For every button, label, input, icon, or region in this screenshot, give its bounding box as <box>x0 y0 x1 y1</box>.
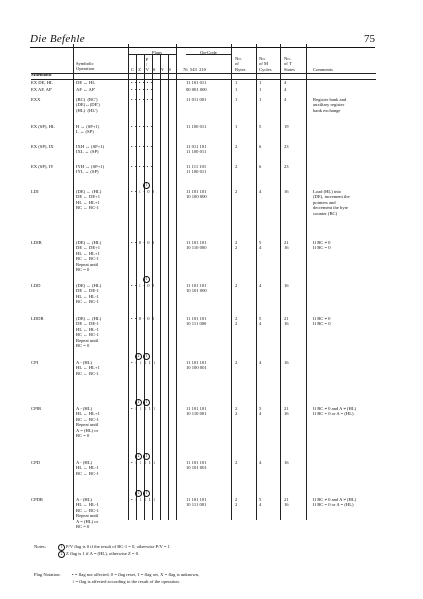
flags-cell: • • ↕ • 0 0 <box>131 283 155 288</box>
states-cell: 16 <box>284 283 289 288</box>
operation-cell: (DE) ← (HL) DE ← DE+1 HL ← HL+1 BC ← BC-1 Repeat until BC = 0 <box>76 240 102 273</box>
opcode-cell: 00 001 000 <box>186 87 207 92</box>
flags-cell: • • • • • • <box>131 124 153 129</box>
comment-cell: If BC ≠ 0 and A ≠ (HL) If BC = 0 or A = (HL) <box>313 497 357 508</box>
cycles-cell: 1 <box>259 97 262 102</box>
bytes-cell: 2 <box>235 164 238 169</box>
flag-column-rule <box>168 54 169 520</box>
bytes-cell: 2 <box>235 144 238 149</box>
page-header <box>30 33 375 48</box>
cycles-cell: 5 4 <box>259 497 262 508</box>
states-cell: 23 <box>284 164 289 169</box>
bytes-cell: 2 2 <box>235 406 238 417</box>
mnemonic-cell: EX (SP), HL <box>31 124 55 129</box>
note-marker: 1 <box>143 453 150 460</box>
header-comments: Comments <box>313 67 333 72</box>
bytes-cell: 1 <box>235 124 238 129</box>
header-flag-letter: P <box>145 57 149 62</box>
states-cell: 4 <box>284 87 287 92</box>
cycles-cell: 6 <box>259 164 262 169</box>
header-states: No. of T States <box>284 56 295 72</box>
flags-cell: • • • • • • <box>131 164 153 169</box>
header-flag-letter: H <box>167 67 171 72</box>
opcode-cell: 11 101 101 10 101 001 <box>186 460 207 471</box>
flags-cell: • • 0 • 0 0 <box>131 316 155 321</box>
states-cell: 4 <box>284 97 287 102</box>
note-marker: 2 <box>58 551 65 558</box>
mnemonic-cell: CPI <box>31 360 39 365</box>
mnemonic-cell: LDIR <box>31 240 42 245</box>
opcode-cell: 11 101 101 10 110 000 <box>186 240 207 251</box>
flags-cell: • ↕ ↕ ↕ 1 ↕ <box>131 406 156 411</box>
flags-cell: • • • • • • <box>131 80 153 85</box>
header-cycles: No. of M Cycles <box>259 56 272 72</box>
cycles-cell: 4 <box>259 189 262 194</box>
opcode-cell: 11 101 101 10 111 000 <box>186 316 207 327</box>
page-title: Die Befehle <box>30 33 85 45</box>
operation-cell: DE ↔ HL <box>76 80 96 85</box>
cycles-cell: 4 <box>259 360 262 365</box>
flags-cell: • ↕ ↕ ↕ 1 ↕ <box>131 360 156 365</box>
comment-cell: If BC ≠ 0 and A ≠ (HL) If BC = 0 or A = (HL) <box>313 406 357 417</box>
operation-cell: A - (HL) HL ← HL+1 BC ← BC-1 Repeat until A = (HL) or BC = 0 <box>76 406 100 439</box>
column-rule <box>256 44 257 520</box>
note-marker: 2 <box>135 399 142 406</box>
opcode-cell: 11 101 101 10 101 000 <box>186 283 207 294</box>
mnemonic-cell: LDDR <box>31 316 44 321</box>
flag-notation-label: Flag Notation: <box>34 572 61 577</box>
header-flag-letter: N <box>160 67 164 72</box>
note-marker: 2 <box>135 453 142 460</box>
cycles-cell: 4 <box>259 460 262 465</box>
operation-cell: AF ↔ AF' <box>76 87 96 92</box>
note-marker: 1 <box>143 399 150 406</box>
operation-cell: (DE) ← (HL) DE ← DE+1 HL ← HL+1 BC ← BC-1 <box>76 189 102 211</box>
mnemonic-cell: EX AF, AF' <box>31 87 53 92</box>
note-marker: 1 <box>143 276 150 283</box>
states-cell: 4 <box>284 80 287 85</box>
note-marker: 2 <box>135 353 142 360</box>
states-cell: 19 <box>284 124 289 129</box>
bytes-cell: 2 <box>235 360 238 365</box>
bytes-cell: 2 2 <box>235 240 238 251</box>
note-2: Z flag is 1 if A = (HL), otherwise Z = 0. <box>66 551 140 556</box>
flags-cell: • • • • • • <box>131 87 153 92</box>
note-marker: 1 <box>143 182 150 189</box>
bytes-cell: 1 <box>235 97 238 102</box>
cycles-cell: 1 <box>259 80 262 85</box>
mnemonic-cell: EX DE, HL <box>31 80 53 85</box>
bytes-cell: 2 <box>235 189 238 194</box>
header-bytes: No. of Bytes <box>235 56 246 72</box>
comment-cell: If BC ≠ 0 If BC = 0 <box>313 316 331 327</box>
flags-cell: • • • • • • <box>131 144 153 149</box>
opcode-cell: 11 101 101 10 111 001 <box>186 497 207 508</box>
header-bits: 76 543 210 <box>183 67 206 72</box>
comment-cell: Register bank and auxiliary register bank exchange <box>313 97 347 113</box>
opcode-rule <box>186 54 231 55</box>
operation-cell: (DE) ← (HL) DE ← DE-1 HL ← HL-1 BC ← BC-1 <box>76 283 102 305</box>
operation-cell: A - (HL) HL ← HL-1 BC ← BC-1 <box>76 460 99 476</box>
note-marker: 1 <box>58 544 65 551</box>
opcode-cell: 11 011 001 <box>186 97 207 102</box>
flags-cell: • • 0 • 0 0 <box>131 240 155 245</box>
column-rule <box>176 44 177 520</box>
mnemonic-cell: LDD <box>31 283 41 288</box>
comment-cell: If BC ≠ 0 If BC = 0 <box>313 240 331 251</box>
mnemonic-cell: EX (SP), IX <box>31 144 54 149</box>
cycles-cell: 5 <box>259 124 262 129</box>
column-rule <box>306 44 307 520</box>
mnemonic-cell: LDI <box>31 189 39 194</box>
flag-column-rule <box>160 54 164 520</box>
mnemonic-cell: CPDR <box>31 497 44 502</box>
opcode-cell: 11 101 011 <box>186 80 207 85</box>
note-1: P/V flag is 0 if the result of BC-1 = 0, otherwise P/V = 1 <box>66 544 170 549</box>
note-marker: 1 <box>143 353 150 360</box>
operation-cell: A - (HL) HL ← HL-1 BC ← BC-1 Repeat until A = (HL) or BC = 0 <box>76 497 99 530</box>
note-marker: 2 <box>135 490 142 497</box>
header-flag-letter: S <box>152 67 156 72</box>
flag-notation-text: • = flag not affected, 0 = flag reset, 1 = flag set, X = flag is unknown, <box>72 572 200 577</box>
bytes-cell: 2 <box>235 460 238 465</box>
operation-cell: (DE) ← (HL) DE ← DE-1 HL ← HL-1 BC ← BC-1 Repeat until BC = 0 <box>76 316 102 349</box>
opcode-cell: 11 101 101 10 100 000 <box>186 189 207 200</box>
note-marker: 1 <box>143 490 150 497</box>
states-cell: 21 16 <box>284 316 289 327</box>
cycles-cell: 6 <box>259 144 262 149</box>
header-mnemonic: Mnemonic <box>31 72 52 77</box>
flags-cell: • ↕ ↕ ↕ 1 ↕ <box>131 497 156 502</box>
bytes-cell: 2 <box>235 283 238 288</box>
header-flag-letter: V <box>145 67 149 72</box>
column-rule <box>128 44 129 520</box>
cycles-cell: 5 4 <box>259 406 262 417</box>
mnemonic-cell: EXX <box>31 97 41 102</box>
bytes-cell: 1 <box>235 87 238 92</box>
states-cell: 23 <box>284 144 289 149</box>
opcode-cell: 11 101 101 10 110 001 <box>186 406 207 417</box>
operation-cell: H ↔ (SP+1) L ↔ (SP) <box>76 124 100 135</box>
flags-cell: • ↕ ↕ ↕ 1 ↕ <box>131 460 156 465</box>
flags-cell: • • • • • • <box>131 97 153 102</box>
header-opcode: Op-Code <box>200 50 217 55</box>
operation-cell: (BC) (BC') (DE)↔(DE') (HL) (HL') <box>76 97 100 113</box>
mnemonic-cell: CPIR <box>31 406 42 411</box>
header-flags: Flags <box>152 50 162 55</box>
operation-cell: A - (HL) HL ← HL+1 BC ← BC-1 <box>76 360 100 376</box>
notes-label: Notes: <box>34 544 46 549</box>
opcode-cell: 11 011 101 11 100 011 <box>186 144 207 155</box>
operation-cell: IYH ↔ (SP+1) IYL ↔ (SP) <box>76 164 105 175</box>
column-rule <box>73 44 74 520</box>
flag-notation-text-2: ↕ = flag is affected according to the result of the operation. <box>72 579 180 584</box>
page-number: 75 <box>364 33 375 45</box>
header-flag-letter: / <box>145 62 148 67</box>
mnemonic-cell: CPD <box>31 460 40 465</box>
opcode-cell: 11 100 011 <box>186 124 207 129</box>
states-cell: 21 16 <box>284 406 289 417</box>
cycles-cell: 5 4 <box>259 240 262 251</box>
bytes-cell: 2 2 <box>235 497 238 508</box>
states-cell: 21 16 <box>284 240 289 251</box>
table-rule-top <box>31 73 376 74</box>
bytes-cell: 1 <box>235 80 238 85</box>
opcode-cell: 11 111 101 11 100 011 <box>186 164 207 175</box>
cycles-cell: 1 <box>259 87 262 92</box>
header-symbolic: Symbolic Operation <box>76 61 95 72</box>
header-flag-letter: C <box>131 67 135 72</box>
mnemonic-cell: EX (SP), IY <box>31 164 54 169</box>
cycles-cell: 5 4 <box>259 316 262 327</box>
column-rule <box>280 44 281 520</box>
header-flag-letter: Z <box>138 67 142 72</box>
cycles-cell: 4 <box>259 283 262 288</box>
column-rule <box>231 44 232 520</box>
states-cell: 21 16 <box>284 497 289 508</box>
comment-cell: Load (HL) into (DE), increment the pointers and decrement the byte counter (BC) <box>313 189 350 216</box>
flags-cell: • • ↕ • 0 0 <box>131 189 155 194</box>
states-cell: 16 <box>284 189 289 194</box>
bytes-cell: 2 2 <box>235 316 238 327</box>
operation-cell: IXH ↔ (SP+1) IXL ↔ (SP) <box>76 144 105 155</box>
states-cell: 16 <box>284 460 289 465</box>
opcode-cell: 11 101 101 10 100 001 <box>186 360 207 371</box>
states-cell: 16 <box>284 360 289 365</box>
